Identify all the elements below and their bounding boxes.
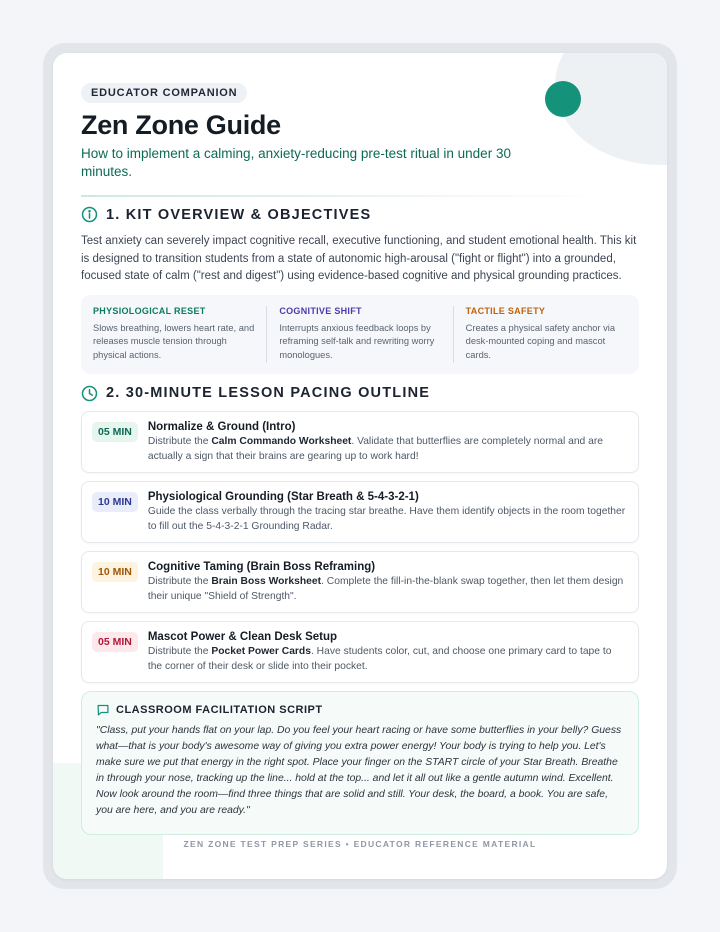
page-subtitle: How to implement a calming, anxiety-reducing pre-test ritual in under 30 minutes. <box>81 146 511 179</box>
step-description: Distribute the Calm Commando Worksheet. Validate that butterflies are completely normal and are actually a sign that their brains are gearing up to work hard! <box>147 435 604 462</box>
script-text: "Class, put your hands flat on your lap. Do you feel your heart racing or have some butterflies in your belly? Guess what—that is your body's awesome way of giving you extra power energy! Your body is trying to help you. Let's make sure we put that energy in the right spot. Place your finger on the START circle of your Star Breath. Breathe in through your nose, tracking up the line... hold at the top... and let it all out like a gentle autumn wind. Excellent. Now look around the room—find three things that are solid and still. Your desk, the board, a book. You are safe, you are here, and you are ready." <box>96 724 622 816</box>
duration-badge: 10 MIN <box>92 562 138 582</box>
info-icon <box>81 206 98 223</box>
step-title: Physiological Grounding (Star Breath & 5-4-3-2-1) <box>147 490 419 503</box>
pillar-cognitive <box>266 306 452 363</box>
category-pill: EDUCATOR COMPANION <box>81 83 247 103</box>
clock-icon <box>81 385 98 402</box>
pacing-step <box>81 411 639 473</box>
pacing-step <box>81 551 639 613</box>
step-description: Distribute the Brain Boss Worksheet. Complete the fill-in-the-blank swap together, then let them design their unique "Shield of Strength". <box>147 575 624 602</box>
step-description: Guide the class verbally through the tracing star breathe. Have them identify objects in the room together to fill out the 5-4-3-2-1 Grounding Radar. <box>147 505 626 532</box>
pacing-steps <box>81 411 639 683</box>
step-title: Normalize & Ground (Intro) <box>147 420 296 433</box>
pillar-text: Creates a physical safety anchor via desk-mounted coping and mascot cards. <box>465 322 615 360</box>
pillar-title: TACTILE SAFETY <box>465 305 546 316</box>
worksheet-name: Brain Boss Worksheet <box>211 575 322 587</box>
step-description: Distribute the Pocket Power Cards. Have students color, cut, and choose one primary card to tape to the corner of their desk or slide into their pocket. <box>147 645 612 672</box>
worksheet-name: Pocket Power Cards <box>211 645 311 657</box>
objectives-panel <box>81 295 639 374</box>
section-overview-title: 1. KIT OVERVIEW & OBJECTIVES <box>106 206 372 223</box>
pacing-step <box>81 621 639 683</box>
step-title: Cognitive Taming (Brain Boss Reframing) <box>147 560 376 573</box>
script-title: CLASSROOM FACILITATION SCRIPT <box>116 703 323 716</box>
duration-badge: 05 MIN <box>92 632 138 652</box>
section-pacing-title: 2. 30-MINUTE LESSON PACING OUTLINE <box>106 385 431 401</box>
pillar-text: Interrupts anxious feedback loops by reframing self-talk and rewriting worry monologues. <box>279 322 435 360</box>
page-title: Zen Zone Guide <box>81 110 281 140</box>
header-divider <box>81 195 611 197</box>
duration-badge: 10 MIN <box>92 492 138 512</box>
pillar-physiological <box>81 306 266 363</box>
overview-intro: Test anxiety can severely impact cognitive recall, executive functioning, and student emotional health. This kit is designed to transition students from a state of autonomic high-arousal ("fight or flight") into a grounded, focused state of calm ("rest and digest") using evidence-based cognitive and physical grounding practices. <box>81 235 637 282</box>
pacing-step <box>81 481 639 543</box>
pillar-tactile <box>453 306 639 363</box>
step-title: Mascot Power & Clean Desk Setup <box>147 630 338 643</box>
duration-badge: 05 MIN <box>92 422 138 442</box>
page-footer: ZEN ZONE TEST PREP SERIES • EDUCATOR REFERENCE MATERIAL <box>183 839 537 849</box>
section-pacing-heading <box>81 385 639 402</box>
pillar-text: Slows breathing, lowers heart rate, and releases muscle tension through physical actions. <box>93 322 255 360</box>
pillar-title: COGNITIVE SHIFT <box>279 305 362 316</box>
facilitation-script-box <box>81 691 639 835</box>
pillar-title: PHYSIOLOGICAL RESET <box>93 305 206 316</box>
chat-icon <box>96 703 110 717</box>
worksheet-name: Calm Commando Worksheet <box>211 435 352 447</box>
section-overview-heading <box>81 206 639 223</box>
guide-page <box>53 53 667 879</box>
